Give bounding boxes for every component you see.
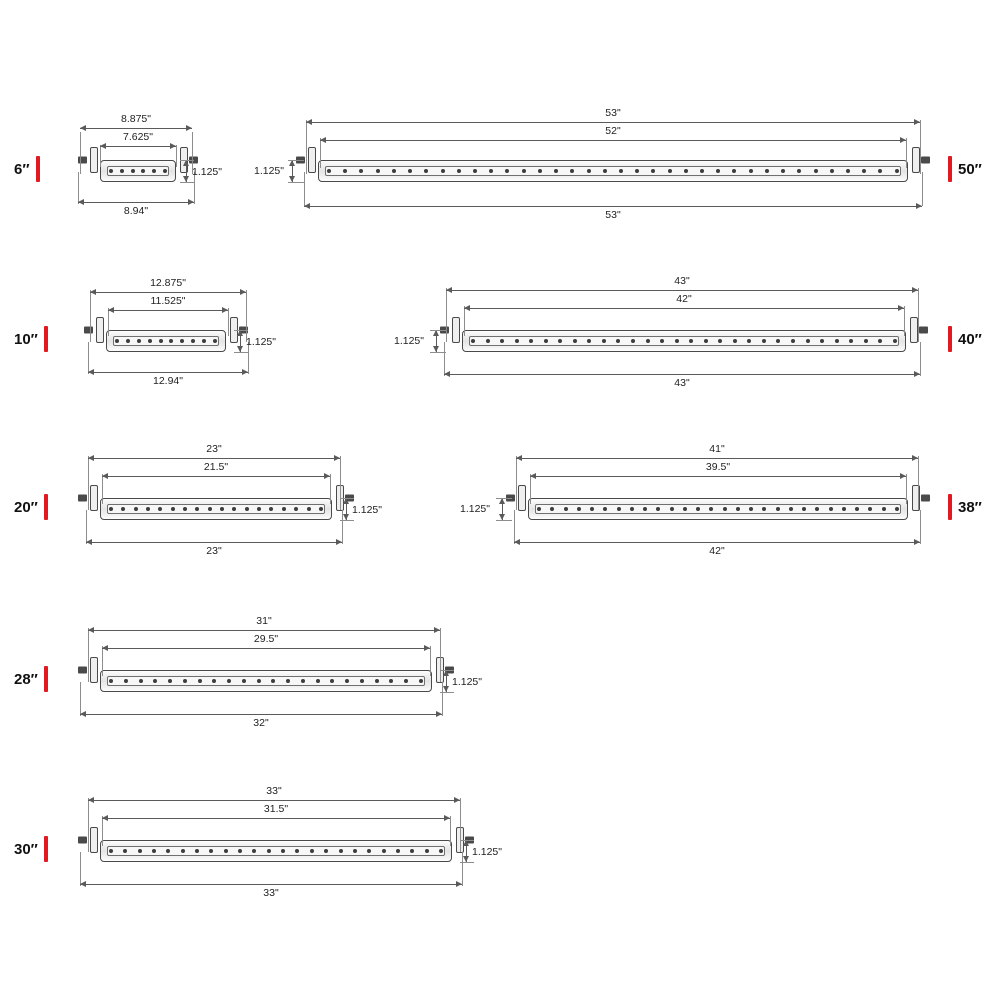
size-label-text-28in: 28″ bbox=[14, 670, 38, 688]
size-label-text-6in: 6″ bbox=[14, 160, 30, 178]
bar-body bbox=[528, 498, 908, 520]
dimension-6in-inner-top: 7.625" bbox=[100, 146, 176, 147]
led-row bbox=[471, 338, 897, 344]
dimension-40in-height bbox=[436, 330, 437, 352]
size-label-38in bbox=[948, 494, 982, 520]
dimension-38in-height-label: 1.125" bbox=[460, 503, 491, 515]
size-label-28in bbox=[14, 666, 48, 692]
end-cap-left bbox=[87, 147, 99, 173]
dimension-50in-height bbox=[292, 160, 293, 182]
accent-tick-icon bbox=[36, 156, 40, 182]
bar-body bbox=[100, 498, 332, 520]
accent-tick-icon bbox=[44, 494, 48, 520]
size-label-20in bbox=[14, 494, 48, 520]
dimension-30in-overall-bottom: 33" bbox=[80, 884, 462, 885]
dimension-20in-overall-bottom: 23" bbox=[86, 542, 342, 543]
size-label-text-50in: 50″ bbox=[958, 160, 982, 178]
dimension-20in-height-label: 1.125" bbox=[352, 504, 383, 516]
mount-bracket-left bbox=[78, 495, 87, 502]
dimension-40in-inner-top: 42" bbox=[464, 308, 904, 309]
size-label-text-10in: 10″ bbox=[14, 330, 38, 348]
dimension-6in-overall-top: 8.875" bbox=[80, 128, 192, 129]
size-label-text-40in: 40″ bbox=[958, 330, 982, 348]
dimension-6in-height bbox=[186, 160, 187, 182]
size-label-50in bbox=[948, 156, 982, 182]
bar-body bbox=[100, 160, 176, 182]
bar-body bbox=[106, 330, 226, 352]
dimension-6in-overall-bottom: 8.94" bbox=[78, 202, 194, 203]
dimension-40in-height-label: 1.125" bbox=[394, 335, 425, 347]
dimension-40in-overall-top: 43" bbox=[446, 290, 918, 291]
dimension-50in-overall-bottom: 53" bbox=[304, 206, 922, 207]
dimension-28in-height-label: 1.125" bbox=[452, 676, 483, 688]
dimension-40in-overall-bottom: 43" bbox=[444, 374, 920, 375]
end-cap-right bbox=[909, 485, 921, 511]
dimension-20in-overall-top: 23" bbox=[88, 458, 340, 459]
mount-bracket-left bbox=[78, 837, 87, 844]
dimension-28in-overall-bottom: 32" bbox=[80, 714, 442, 715]
mount-bracket-left bbox=[84, 327, 93, 334]
end-cap-left bbox=[449, 317, 461, 343]
dimension-6in-height-label: 1.125" bbox=[192, 166, 223, 178]
mount-bracket-left bbox=[78, 667, 87, 674]
accent-tick-icon bbox=[44, 836, 48, 862]
end-cap-left bbox=[93, 317, 105, 343]
led-row bbox=[109, 848, 443, 854]
dimension-38in-inner-top: 39.5" bbox=[530, 476, 906, 477]
mount-bracket-right bbox=[919, 327, 928, 334]
dimension-28in-height bbox=[446, 670, 447, 692]
dimension-10in-inner-top: 11.525" bbox=[108, 310, 228, 311]
dimension-38in-overall-bottom: 42" bbox=[514, 542, 920, 543]
size-label-text-30in: 30″ bbox=[14, 840, 38, 858]
led-row bbox=[537, 506, 899, 512]
size-label-40in bbox=[948, 326, 982, 352]
mount-bracket-right bbox=[921, 157, 930, 164]
dimension-30in-height bbox=[466, 840, 467, 862]
dimension-10in-overall-top: 12.875" bbox=[90, 292, 246, 293]
dimension-30in-inner-top: 31.5" bbox=[102, 818, 450, 819]
dimension-30in-overall-top: 33" bbox=[88, 800, 460, 801]
dimension-10in-height-label: 1.125" bbox=[246, 336, 277, 348]
size-label-10in bbox=[14, 326, 48, 352]
dimension-38in-overall-top: 41" bbox=[516, 458, 918, 459]
dimension-28in-overall-top: 31" bbox=[88, 630, 440, 631]
dimension-20in-inner-top: 21.5" bbox=[102, 476, 330, 477]
dimension-50in-height-label: 1.125" bbox=[254, 165, 285, 177]
led-row bbox=[109, 678, 423, 684]
dimension-10in-height bbox=[240, 330, 241, 352]
dimension-30in-height-label: 1.125" bbox=[472, 846, 503, 858]
dimension-28in-inner-top: 29.5" bbox=[102, 648, 430, 649]
accent-tick-icon bbox=[948, 326, 952, 352]
led-row bbox=[327, 168, 899, 174]
accent-tick-icon bbox=[948, 156, 952, 182]
bar-body bbox=[462, 330, 906, 352]
size-label-text-20in: 20″ bbox=[14, 498, 38, 516]
mount-bracket-right bbox=[921, 495, 930, 502]
dimension-20in-height bbox=[346, 498, 347, 520]
accent-tick-icon bbox=[44, 326, 48, 352]
dimension-50in-inner-top: 52" bbox=[320, 140, 906, 141]
bar-body bbox=[318, 160, 908, 182]
led-row bbox=[109, 506, 323, 512]
dimension-50in-overall-top: 53" bbox=[306, 122, 920, 123]
size-label-text-38in: 38″ bbox=[958, 498, 982, 516]
led-row bbox=[109, 168, 167, 174]
bar-body bbox=[100, 670, 432, 692]
led-row bbox=[115, 338, 217, 344]
bar-body bbox=[100, 840, 452, 862]
size-label-30in bbox=[14, 836, 48, 862]
size-label-6in bbox=[14, 156, 40, 182]
dimension-10in-overall-bottom: 12.94" bbox=[88, 372, 248, 373]
dimension-38in-height bbox=[502, 498, 503, 520]
accent-tick-icon bbox=[44, 666, 48, 692]
accent-tick-icon bbox=[948, 494, 952, 520]
